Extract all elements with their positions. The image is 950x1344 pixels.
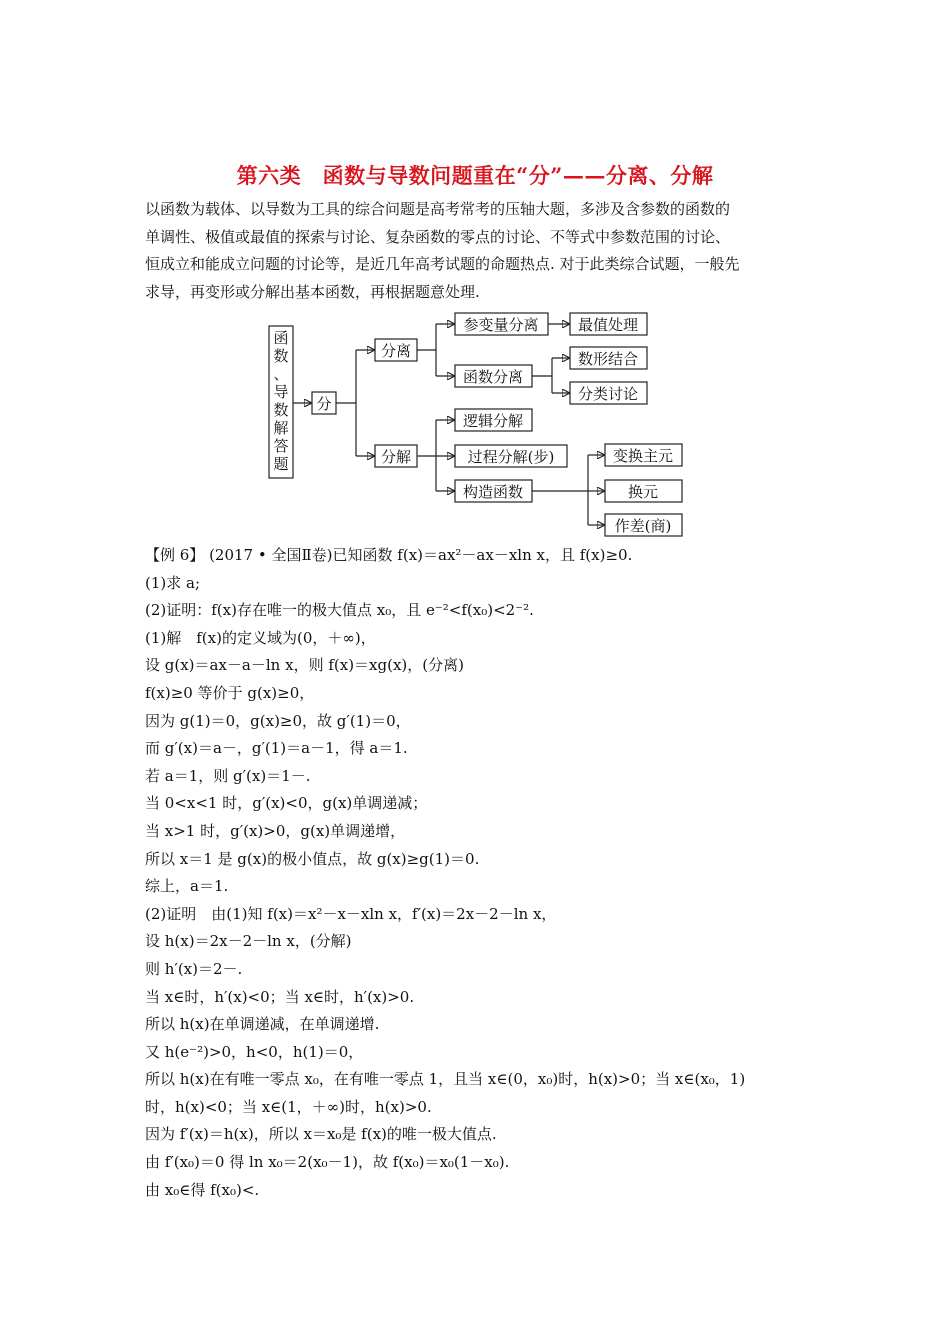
solution-line: 若 a＝1，则 g′(x)＝1－. — [145, 766, 311, 785]
node-canbianliang-label: 参变量分离 — [463, 316, 539, 334]
node-zuizhi-label: 最值处理 — [577, 316, 639, 334]
node-gouzao-label: 构造函数 — [462, 483, 524, 501]
intro-paragraph — [145, 196, 810, 306]
example-heading: 【例 6】 (2017 • 全国Ⅱ卷)已知函数 f(x)＝ax²－ax－xln x，且 f(x)≥0. — [145, 546, 633, 564]
solution-line: (2)证明 由(1)知 f(x)＝x²－x－xln x，f′(x)＝2x－2－ln x， — [145, 904, 557, 923]
intro-line: 求导，再变形或分解出基本函数，再根据题意处理. — [145, 282, 480, 301]
node-fenjie-label: 分解 — [380, 448, 412, 466]
root-char: 数 — [273, 347, 289, 365]
node-guocheng-label: 过程分解(步) — [467, 448, 555, 466]
solution-line: 综上，a＝1. — [145, 877, 229, 896]
solution-line: 时，h(x)<0；当 x∈(1，＋∞)时，h(x)>0. — [145, 1097, 432, 1116]
solution-line: (1)解 f(x)的定义域为(0，＋∞)， — [145, 628, 376, 647]
node-bianhuan-label: 变换主元 — [612, 447, 674, 465]
solution-line: 因为 f′(x)＝h(x)，所以 x＝x₀是 f(x)的唯一极大值点. — [145, 1125, 497, 1144]
solution-line: 当 0<x<1 时，g′(x)<0，g(x)单调递减； — [145, 794, 428, 813]
intro-line: 以函数为载体、以导数为工具的综合问题是高考常考的压轴大题，多涉及含参数的函数的 — [145, 200, 731, 218]
node-huanyuan-label: 换元 — [627, 483, 659, 501]
solution-line: 所以 h(x)在单调递减，在单调递增. — [145, 1015, 380, 1034]
node-fenli-label: 分离 — [380, 342, 412, 360]
connector — [336, 350, 356, 456]
node-hanshufenli-label: 函数分离 — [462, 368, 524, 386]
connector — [417, 324, 436, 376]
root-char: 导 — [273, 383, 289, 401]
solution-line: 由 f′(x₀)＝0 得 ln x₀＝2(x₀－1)，故 f(x₀)＝x₀(1－x₀). — [145, 1153, 510, 1172]
solution-line: 当 x∈时，h′(x)<0；当 x∈时，h′(x)>0. — [145, 987, 415, 1006]
root-char: 数 — [273, 401, 289, 419]
solution-line: 设 g(x)＝ax－a－ln x，则 f(x)＝xg(x)，(分离) — [145, 656, 464, 675]
solution-line: 而 g′(x)＝a－，g′(1)＝a－1，得 a＝1. — [145, 739, 408, 758]
solution-line: (1)求 a; — [145, 573, 201, 592]
root-char: 函 — [273, 329, 289, 347]
root-char: 题 — [273, 455, 289, 473]
intro-line: 单调性、极值或最值的探索与讨论、复杂函数的零点的讨论、不等式中参数范围的讨论、 — [145, 227, 731, 246]
method-flowchart — [260, 306, 690, 542]
connector — [532, 358, 552, 393]
example-solution — [145, 542, 810, 1204]
intro-line: 恒成立和能成立问题的讨论等，是近几年高考试题的命题热点. 对于此类综合试题，一般先 — [145, 255, 740, 273]
solution-line: 因为 g(1)＝0，g(x)≥0，故 g′(1)＝0， — [145, 711, 411, 730]
node-zuocha-label: 作差(商) — [614, 517, 672, 535]
solution-line: 由 x₀∈得 f(x₀)<. — [145, 1180, 260, 1199]
solution-line: f(x)≥0 等价于 g(x)≥0， — [145, 683, 315, 702]
node-fenlei-label: 分类讨论 — [577, 385, 639, 403]
solution-line: 所以 x＝1 是 g(x)的极小值点，故 g(x)≥g(1)＝0. — [145, 849, 480, 868]
root-char: 答 — [273, 437, 289, 455]
node-shuxing-label: 数形结合 — [577, 350, 639, 368]
node-luoji-label: 逻辑分解 — [462, 412, 524, 430]
solution-line: 当 x>1 时，g′(x)>0，g(x)单调递增， — [145, 821, 406, 840]
connector — [417, 420, 436, 491]
solution-line: 又 h(e⁻²)>0，h<0，h(1)＝0， — [145, 1042, 364, 1061]
solution-line: (2)证明：f(x)存在唯一的极大值点 x₀，且 e⁻²<f(x₀)<2⁻². — [145, 601, 534, 620]
solution-line: 所以 h(x)在有唯一零点 x₀，在有唯一零点 1，且当 x∈(0，x₀)时，h(x)>0；当 x∈(x₀，1) — [145, 1070, 746, 1089]
solution-line: 则 h′(x)＝2－. — [145, 959, 243, 978]
solution-line: 设 h(x)＝2x－2－ln x，(分解) — [145, 932, 352, 951]
page-title: 第六类 函数与导数问题重在“分”——分离、分解 — [236, 163, 714, 188]
root-char: 解 — [273, 419, 289, 437]
node-fen-label: 分 — [316, 395, 332, 413]
root-char: 、 — [273, 365, 289, 383]
